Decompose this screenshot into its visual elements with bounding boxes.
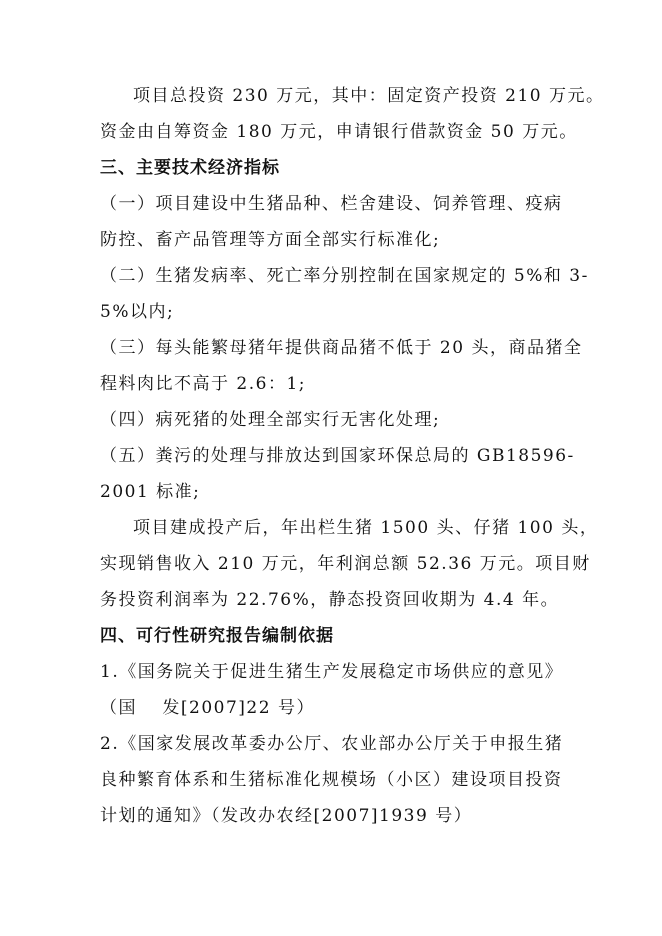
paragraph-output-line-3: 务投资利润率为 22.76%，静态投资回收期为 4.4 年。 (100, 590, 560, 610)
item-4-line: （四）病死猪的处理全部实行无害化处理; (100, 410, 441, 430)
section-heading-indicators: 三、主要技术经济指标 (100, 158, 280, 178)
basis-2-line-2: 良种繁育体系和生猪标准化规模场（小区）建设项目投资 (100, 770, 563, 790)
item-2-line-2: 5%以内; (100, 302, 175, 322)
basis-2-line-1: 2.《国家发展改革委办公厅、农业部办公厅关于申报生猪 (100, 734, 564, 754)
paragraph-output-line-2: 实现销售收入 210 万元，年利润总额 52.36 万元。项目财 (100, 554, 591, 574)
item-1-line-1: （一）项目建设中生猪品种、栏舍建设、饲养管理、疫病 (100, 194, 563, 214)
basis-1-line-2: （国 发[2007]22 号） (100, 698, 315, 718)
basis-2-line-3: 计划的通知》（发改办农经[2007]1939 号） (100, 806, 473, 826)
item-1-line-2: 防控、畜产品管理等方面全部实行标准化; (100, 230, 441, 250)
paragraph-output-line-1: 项目建成投产后，年出栏生猪 1500 头、仔猪 100 头， (133, 518, 599, 538)
item-5-line-2: 2001 标准; (100, 482, 201, 502)
paragraph-investment-line-2: 资金由自筹资金 180 万元，申请银行借款资金 50 万元。 (100, 122, 578, 142)
item-2-line-1: （二）生猪发病率、死亡率分别控制在国家规定的 5%和 3- (100, 266, 589, 286)
item-5-line-1: （五）粪污的处理与排放达到国家环保总局的 GB18596- (100, 446, 575, 466)
paragraph-investment-line-1: 项目总投资 230 万元，其中：固定资产投资 210 万元。 (133, 86, 605, 106)
basis-1-line-1: 1.《国务院关于促进生猪生产发展稳定市场供应的意见》 (100, 662, 564, 682)
section-heading-basis: 四、可行性研究报告编制依据 (100, 626, 334, 646)
item-3-line-2: 程料肉比不高于 2.6：1; (100, 374, 306, 394)
item-3-line-1: （三）每头能繁母猪年提供商品猪不低于 20 头，商品猪全 (100, 338, 583, 358)
